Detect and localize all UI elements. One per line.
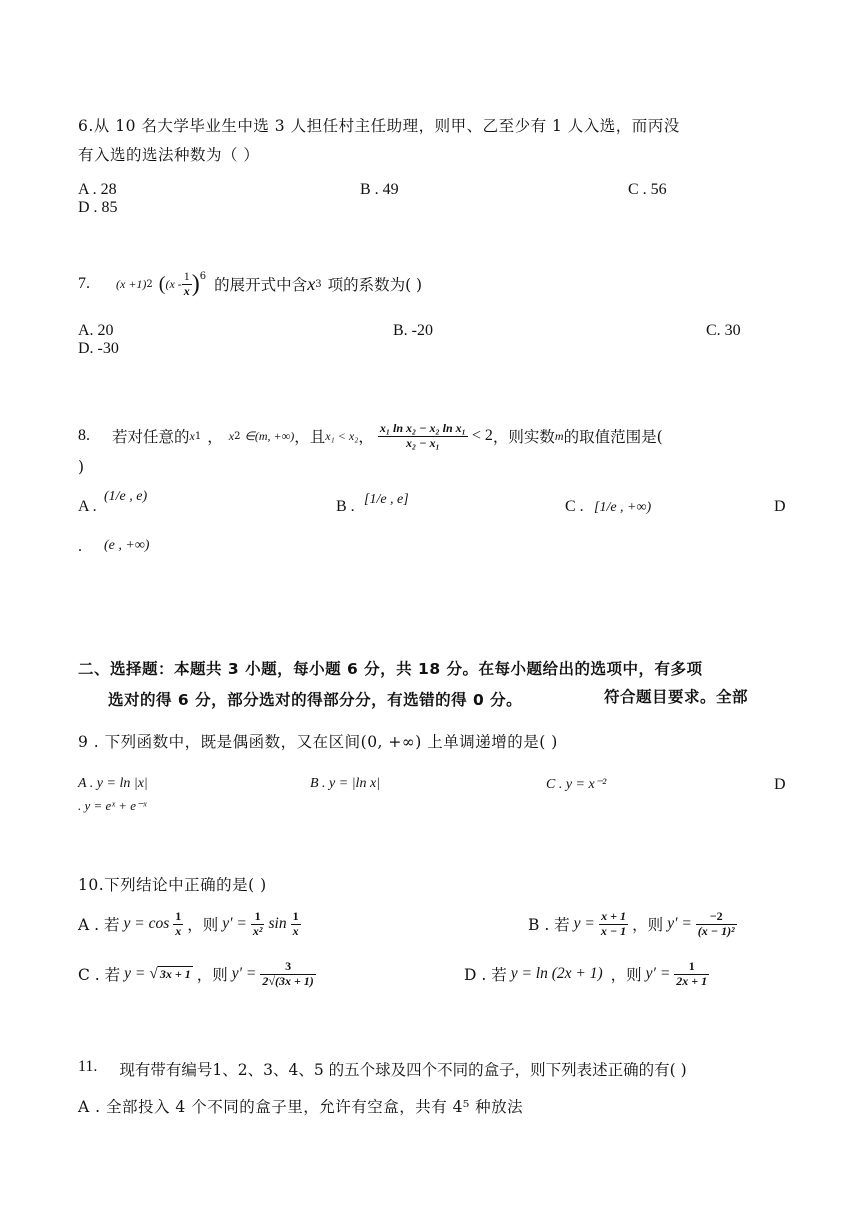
q8-x2: x: [228, 428, 235, 443]
q7-exp6: 6: [199, 270, 207, 282]
q9-option-a: A . y = ln |x|: [78, 776, 148, 791]
q8-range: ∈(m, +∞): [244, 428, 295, 443]
q7-number: 7.: [78, 275, 90, 292]
q7-x: x: [307, 273, 316, 294]
q10-option-c: C . 若 y = √ 3x + 1 ，则 y′ = $\frac{3}{2√(3x + 1)}$: [78, 959, 314, 988]
q8-option-a-label: A .: [78, 498, 97, 515]
q7-expr-b: (x -: [165, 276, 182, 291]
q8-option-d-value: (e , +∞): [104, 538, 150, 553]
q8-option-a-value: (1/e , e): [104, 489, 148, 504]
q9-option-d: . y = eˣ + e⁻ˣ: [78, 798, 147, 813]
q10-option-b: B . 若 y = $\frac{x + 1}{x - 1}$ ，则 y′ = $\frac{-2}{\text{(x − 1)²}}$: [528, 909, 735, 938]
q11-stem: [78, 1058, 687, 1080]
q7-stem: 7. (x +1) 2 ( (x - $\frac{1}{x}$ ) 6 的展开式中含 x 3 项的系数为( ): [78, 269, 423, 298]
q10-option-a: A . 若 y = cos $\frac{1}{x}$ ，则 y′ = $\frac{1}{\text{x²}}$ sin $\frac{1}{x}$: [78, 909, 299, 938]
q7-expr-a: (x +1): [116, 276, 147, 291]
q8-option-b-value: [1/e , e]: [364, 492, 409, 507]
q11-text: 现有带有编号1、2、3、4、5 的五个球及四个不同的盒子，则下列表述正确的有( ): [119, 1061, 687, 1079]
q8-text1: 若对任意的: [112, 428, 190, 446]
q9-option-b: B . y = |ln x|: [310, 776, 381, 791]
q11-number: 11.: [78, 1058, 98, 1075]
q7-text2: 项的系数为( ): [327, 276, 423, 294]
q11-option-a: A . 全部投入 4 个不同的盒子里，允许有空盒，共有 4⁵ 种放法: [78, 1098, 524, 1116]
q8-stem: 8. 若对任意的 x 1 ， x 2 ∈(m, +∞) ，且 x₁ < x₂ ， $\frac{\text{x₁ ln x₂ − x₂ ln x₁}}{\text{x₂ − x₁}}$ < 2 ，则实数 m 的取值范围是(: [78, 421, 663, 450]
q6-option-d: D . 85: [78, 199, 118, 216]
q8-option-b-label: B .: [336, 498, 355, 515]
q10-option-d: D . 若 y = ln (2x + 1) ，则 y′ = $\frac{1}{2x + 1}$: [464, 959, 708, 988]
q7-option-c: C. 30: [706, 322, 741, 339]
q9-option-c: C . y = x⁻²: [546, 777, 607, 792]
q6-option-b: B . 49: [360, 181, 399, 198]
q7-exp2: 2: [146, 278, 153, 290]
q7-option-a: A. 20: [78, 322, 114, 339]
q8-x1: x: [189, 428, 195, 443]
q10-stem: 10.下列结论中正确的是( ): [78, 876, 267, 894]
q8-option-c-label: C .: [565, 498, 584, 515]
section2-line3: 选对的得 6 分，部分选对的得部分分，有选错的得 0 分。: [108, 691, 523, 709]
q8-text2: ，且: [294, 428, 326, 446]
q8-lt2: < 2: [471, 427, 493, 444]
q8-option-d-dot: .: [78, 538, 82, 555]
q8-m: m: [554, 428, 564, 443]
section2-line2: 符合题目要求。全部: [604, 688, 749, 706]
q8-option-d-label: D: [774, 498, 786, 515]
q8-fraction: $\frac{\text{x₁ ln x₂ − x₂ ln x₁}}{\text{x₂ − x₁}}$: [379, 421, 466, 450]
q7-option-d: D. -30: [78, 340, 119, 357]
section2-line1: 二、选择题：本题共 3 小题，每小题 6 分，共 18 分。在每小题给出的选项中，有多项: [78, 660, 703, 678]
q9-stem: 9 . 下列函数中，既是偶函数，又在区间(0, +∞) 上单调递增的是( ): [78, 733, 558, 751]
q6-line1: 6.从 10 名大学毕业生中选 3 人担任村主任助理，则甲、乙至少有 1 人入选，而丙没: [78, 117, 680, 135]
q8-text3: ，则实数: [492, 428, 555, 446]
q7-exp3: 3: [315, 278, 322, 290]
q8-close-paren: ): [78, 458, 85, 476]
q8-option-c-value: [1/e , +∞): [594, 500, 652, 515]
q6-option-a: A . 28: [78, 181, 117, 198]
q8-cond: x₁ < x₂: [325, 428, 359, 443]
q8-number: 8.: [78, 427, 90, 444]
q6-option-c: C . 56: [628, 181, 667, 198]
q6-line2: 有入选的选法种数为（ ）: [78, 146, 260, 164]
q8-text4: 的取值范围是(: [563, 428, 663, 446]
q7-fraction: $\frac{1}{x}$: [183, 269, 190, 298]
q9-option-d-label: D: [774, 776, 786, 793]
q7-option-b: B. -20: [393, 322, 433, 339]
q7-text: 的展开式中含: [214, 276, 308, 294]
